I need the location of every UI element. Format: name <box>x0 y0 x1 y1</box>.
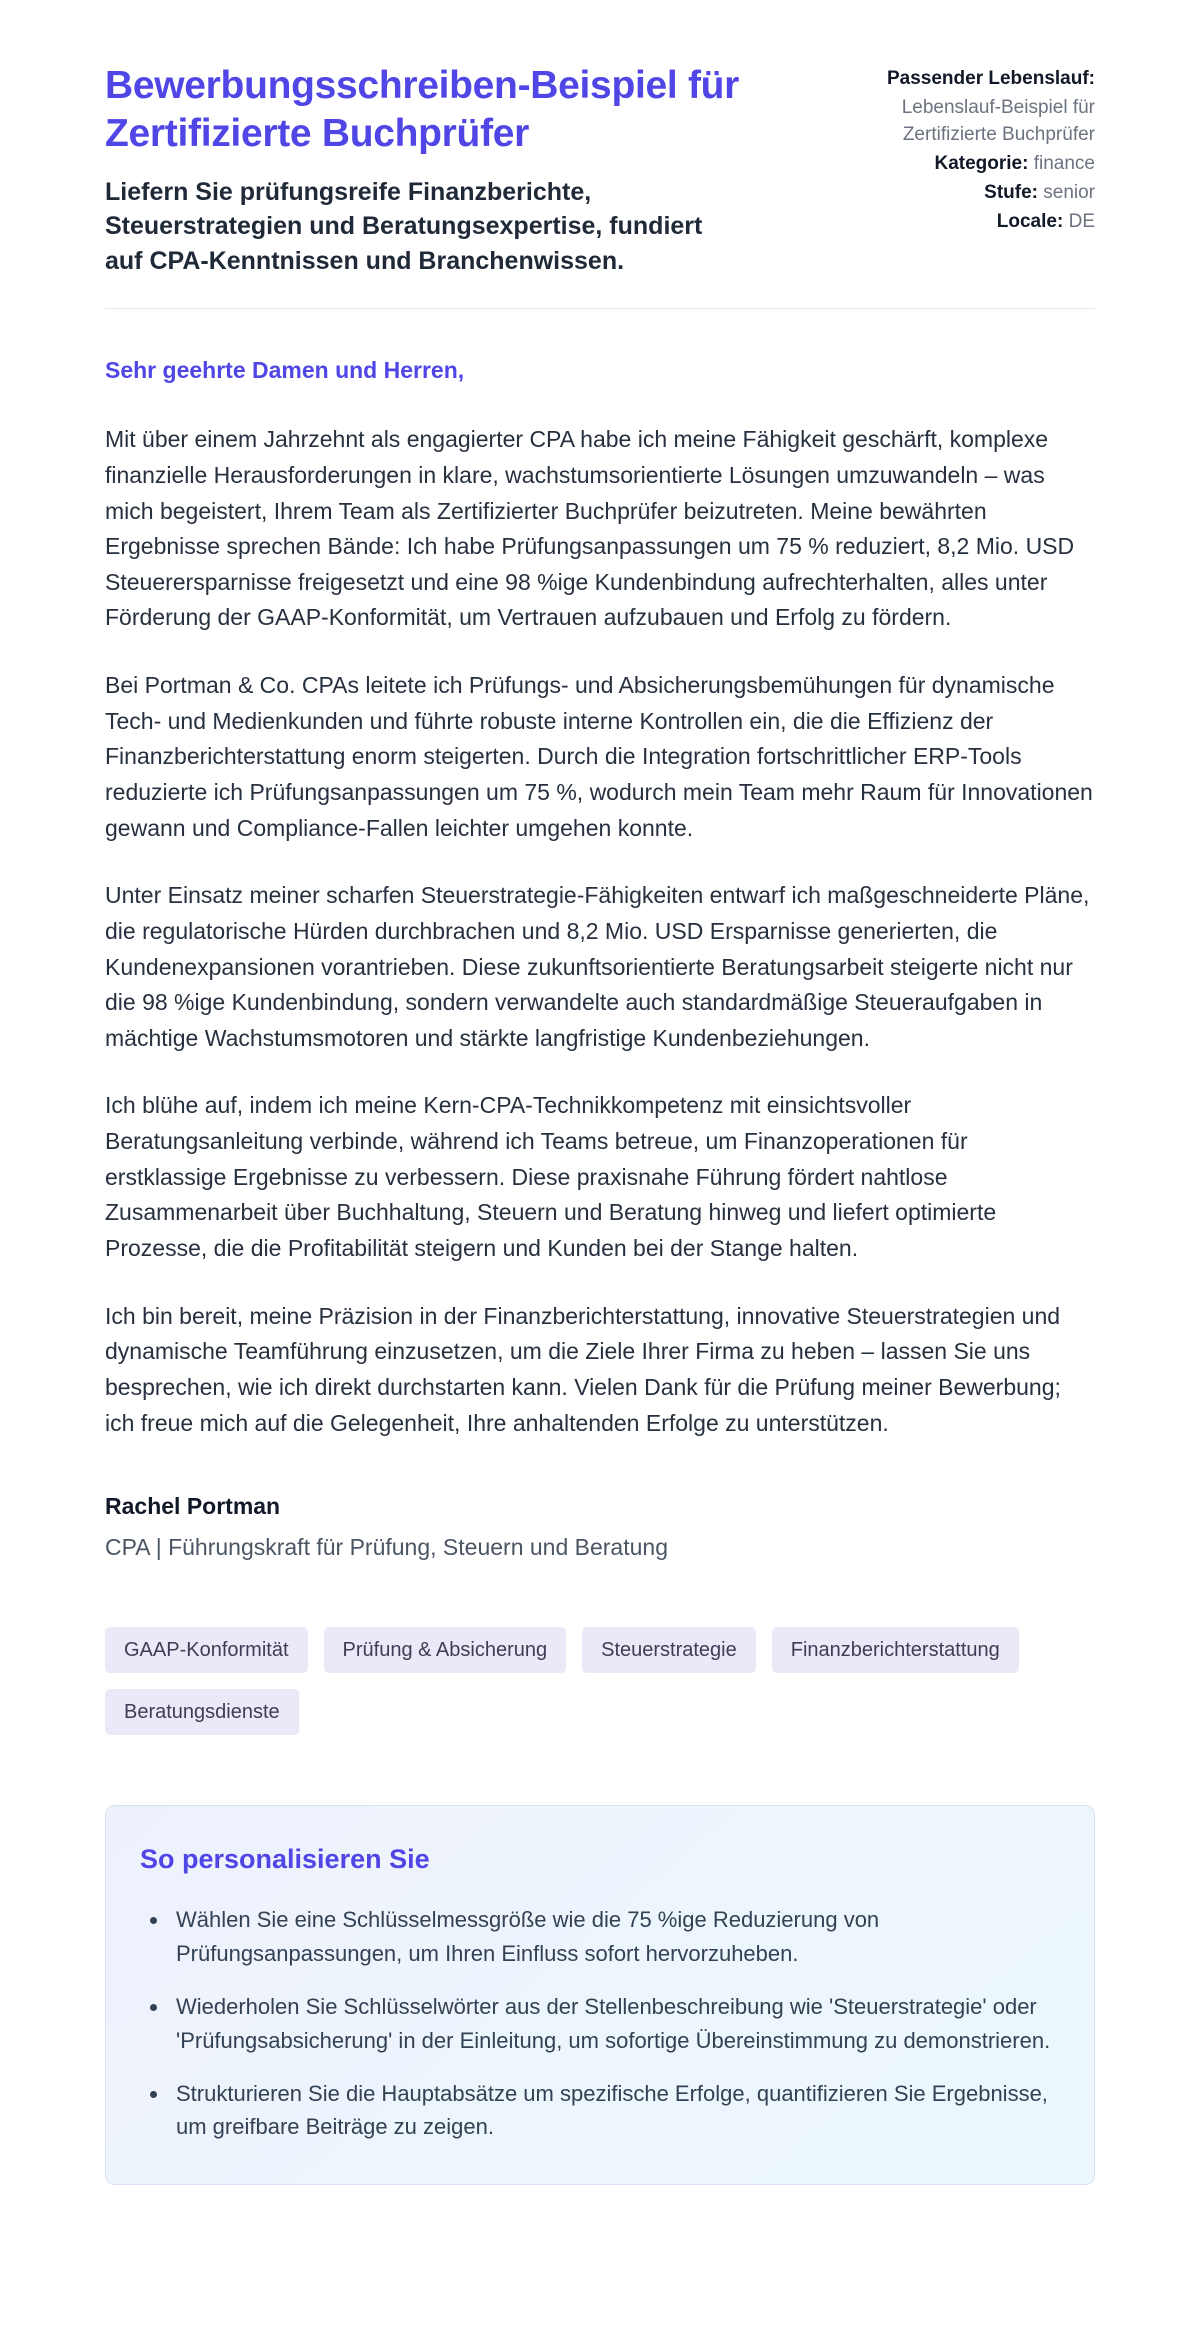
header <box>105 62 1095 278</box>
locale-label: Locale: <box>996 210 1064 232</box>
personalization-tip-1: • Wählen Sie eine Schlüsselmessgröße wie die 75 %ige Reduzierung von Prüfungsanpassungen, um Ihren Einfluss sofort hervorzuheben. <box>170 1903 1060 1970</box>
tag-tax-strategy: Steuerstrategie <box>582 1627 756 1673</box>
greeting: Sehr geehrte Damen und Herren, <box>105 357 465 384</box>
letter-paragraph-3: Unter Einsatz meiner scharfen Steuerstrategie-Fähigkeiten entwarf ich maßgeschneiderte Pläne, die regulatorische Hürden durchbrachen und 8,2 Mio. USD Ersparnisse generierten, die Kundenexpansionen vorantrieben. Diese zukunftsorientierte Beratungsarbeit steigerte nicht nur die 98 %ige Kundenbindung, sondern verwandelte auch standardmäßige Steueraufgaben in mächtige Wachstumsmotoren und stärkte langfristige Kundenbeziehungen. <box>105 882 1090 1051</box>
meta-category-row <box>835 151 1095 178</box>
signature-title: CPA | Führungskraft für Prüfung, Steuern und Beratung <box>105 1534 668 1561</box>
category-value: finance <box>1033 152 1095 174</box>
meta-panel <box>835 62 1095 238</box>
header-left <box>105 62 795 278</box>
personalization-tip-list <box>140 1903 1060 2144</box>
meta-resume-label-row <box>835 66 1095 93</box>
letter-body <box>105 357 1095 1561</box>
personalization-title: So personalisieren Sie <box>140 1844 430 1875</box>
tag-advisory-services: Beratungsdienste <box>105 1689 299 1735</box>
personalization-tip-3: • Strukturieren Sie die Hauptabsätze um spezifische Erfolge, quantifizieren Sie Ergebnisse, um greifbare Beiträge zu zeigen. <box>170 2077 1060 2144</box>
locale-value: DE <box>1068 210 1095 232</box>
level-label: Stufe: <box>984 181 1038 203</box>
tag-audit-assurance: Prüfung & Absicherung <box>324 1627 567 1673</box>
personalization-tip-2: • Wiederholen Sie Schlüsselwörter aus der Stellenbeschreibung wie 'Steuerstrategie' oder 'Prüfungsabsicherung' in der Einleitung, um sofortige Übereinstimmung zu demonstrieren. <box>170 1990 1060 2057</box>
matching-resume-value: Lebenslauf-Beispiel für Zertifizierte Buchprüfer <box>901 96 1095 145</box>
letter-paragraph-4: Ich blühe auf, indem ich meine Kern-CPA-Technikkompetenz mit einsichtsvoller Beratungsanleitung verbinde, während ich Teams betreue, um Finanzoperationen für erstklassige Ergebnisse zu verbessern. Diese praxisnahe Führung fördert nahtlose Zusammenarbeit über Buchhaltung, Steuern und Beratung hinweg und liefert optimierte Prozesse, die die Profitabilität steigern und Kunden bei der Stange halten. <box>105 1092 997 1262</box>
matching-resume-label: Passender Lebenslauf: <box>886 68 1095 89</box>
letter-paragraph-2: Bei Portman & Co. CPAs leitete ich Prüfungs- und Absicherungsbemühungen für dynamische Tech- und Medienkunden und führte robuste interne Kontrollen ein, die die Effizienz der Finanzberichterstattung enorm steigerten. Durch die Integration fortschrittlicher ERP-Tools reduzierte ich Prüfungsanpassungen um 75 %, wodurch mein Team mehr Raum für Innovationen gewann und Compliance-Fallen leichter umgehen konnte. <box>105 672 1093 841</box>
tag-financial-reporting: Finanzberichterstattung <box>772 1627 1019 1673</box>
category-label: Kategorie: <box>934 152 1029 174</box>
signature <box>105 1493 1095 1561</box>
level-value: senior <box>1043 181 1095 203</box>
personalization-box <box>105 1805 1095 2185</box>
page-subtitle: Liefern Sie prüfungsreife Finanzberichte, Steuerstrategien und Beratungsexpertise, fundiert auf CPA-Kenntnissen und Branchenwissen. <box>105 177 703 275</box>
tag-gaap: GAAP-Konformität <box>105 1627 308 1673</box>
tag-list <box>105 1627 1095 1735</box>
meta-level-row <box>835 180 1095 207</box>
page-title: Bewerbungsschreiben-Beispiel für Zertifizierte Buchprüfer <box>105 64 740 156</box>
signature-name: Rachel Portman <box>105 1493 281 1520</box>
meta-locale-row <box>835 209 1095 236</box>
letter-paragraph-1: Mit über einem Jahrzehnt als engagierter CPA habe ich meine Fähigkeit geschärft, komplexe finanzielle Herausforderungen in klare, wachstumsorientierte Lösungen umzuwandeln – was mich begeistert, Ihrem Team als Zertifizierter Buchprüfer beizutreten. Meine bewährten Ergebnisse sprechen Bände: Ich habe Prüfungsanpassungen um 75 % reduziert, 8,2 Mio. USD Steuerersparnisse freigesetzt und eine 98 %ige Kundenbindung aufrechterhalten, alles unter Förderung der GAAP-Konformität, um Vertrauen aufzubauen und Erfolg zu fördern. <box>105 426 1075 631</box>
letter-paragraph-5: Ich bin bereit, meine Präzision in der Finanzberichterstattung, innovative Steuerstrategien und dynamische Teamführung einzusetzen, um die Ziele Ihrer Firma zu heben – lassen Sie uns besprechen, wie ich direkt durchstarten kann. Vielen Dank für die Prüfung meiner Bewerbung; ich freue mich auf die Gelegenheit, Ihre anhaltenden Erfolge zu unterstützen. <box>105 1302 1061 1436</box>
divider <box>105 308 1095 309</box>
